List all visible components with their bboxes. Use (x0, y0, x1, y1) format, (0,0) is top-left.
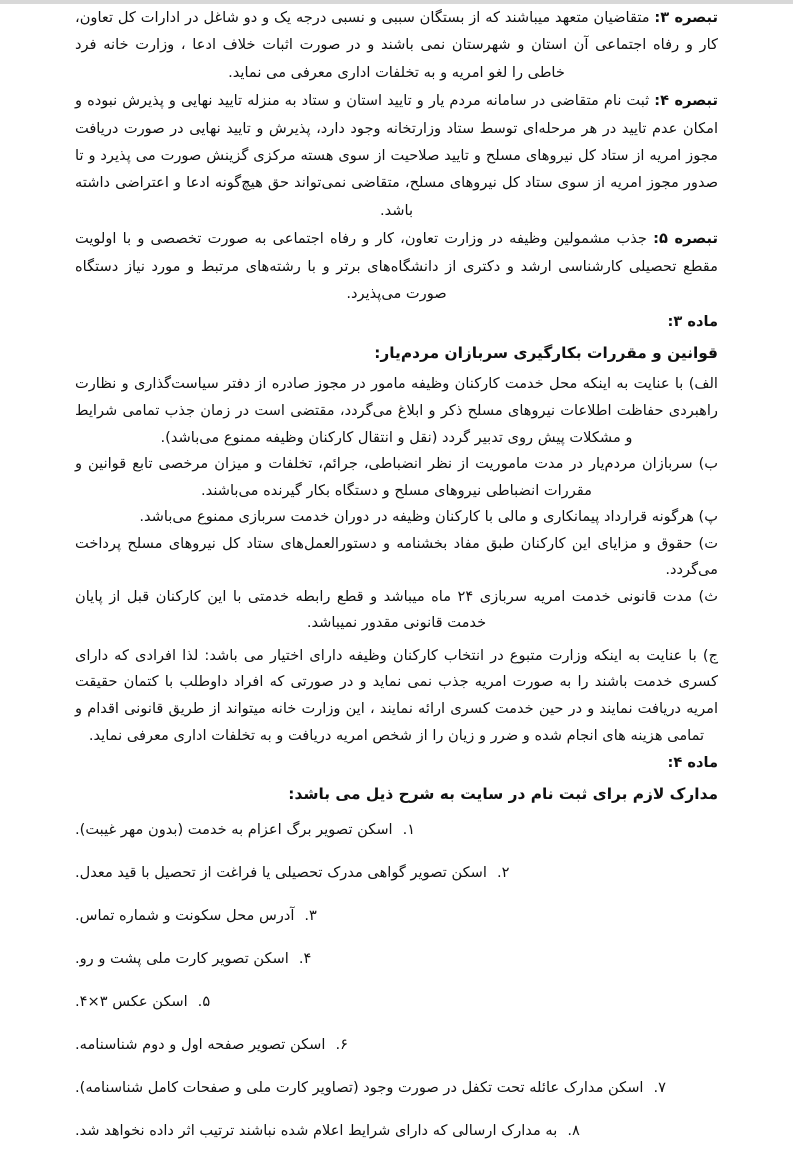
paragraph-clause-alef: الف) با عنایت به اینکه محل خدمت کارکنان وظیفه مامور در مجوز صادره از دفتر سیاست‌گذاری و نظارت راهبردی حفاظت اطلاعات نیروهای مسلح ذکر و ابلاغ می‌گردد، مقتضی است در زمان جذب تمامی شرایط و مشکلات پیش روی تدبیر گردد (نقل و انتقال کارکنان وظیفه ممنوع می‌باشد). (75, 375, 718, 446)
list-item-number: ۸. (567, 1122, 580, 1140)
paragraph-tabsare-3 (75, 4, 718, 86)
paragraph-clause-jim: ج) با عنایت به اینکه وزارت متبوع در انتخاب کارکنان وظیفه دارای اختیار می باشد: لذا افرادی که دارای کسری خدمت باشند را به صورت امریه جذب نمی نماید و در صورتی که افراد داوطلب با کتمان حقیقت امریه دریافت نمایند و در حین خدمت کسری ارائه نمایند ، این وزارت خانه میتواند از طریق قانونی اقدام و تمامی هزینه های انجام شده و ضرر و زیان را از شخص امریه دریافت و به تخلفات اداری معرفی نماید. (75, 646, 718, 744)
list-item (75, 948, 718, 970)
list-item-number: ۲. (496, 864, 510, 882)
list-item-text: اسکن تصویر گواهی مدرک تحصیلی یا فراغت از تحصیل با قید معدل. (75, 864, 487, 882)
list-item-number: ۷. (653, 1079, 666, 1097)
list-item (75, 819, 718, 841)
list-item-number: ۱. (402, 821, 416, 839)
list-item (75, 1077, 718, 1099)
list-item-text: به مدارک ارسالی که دارای شرایط اعلام شده نباشند ترتیب اثر داده نخواهد شد. (75, 1122, 558, 1140)
paragraph-tabsare-4-lead: تبصره ۴: (654, 92, 718, 110)
document-text-column (75, 4, 718, 1163)
paragraph-tabsare-3-text: متقاضیان متعهد میباشند که از بستگان سببی و نسبی درجه یک و دو شاغل در ادارات کل تعاون، کار و رفاه اجتماعی آن استان و شهرستان نمی باشند و در صورت اثبات خلاف ادعا ، وزارت خانه فرد خاطی را لغو امریه و به تخلفات اداری معرفی می نماید. (75, 9, 718, 81)
paragraph-tabsare-5-text: جذب مشمولین وظیفه در وزارت تعاون، کار و رفاه اجتماعی به صورت تخصصی و با اولویت مقطع تحصیلی کارشناسی ارشد و دکتری از دانشگاه‌های برتر و با رشته‌های مرتبط و مورد نیاز دستگاه صورت می‌پذیرد. (75, 230, 718, 303)
list-item (75, 1034, 718, 1056)
heading-madde-4-title: مدارک لازم برای ثبت نام در سایت به شرح ذیل می باشد: (288, 785, 718, 804)
paragraph-clause-pe: پ) هرگونه قرارداد پیمانکاری و مالی با کارکنان وظیفه در دوران خدمت سربازی ممنوع می‌باشد. (139, 508, 718, 526)
list-item-text: اسکن عکس ۳×۴. (75, 993, 188, 1011)
list-item-number: ۳. (304, 907, 317, 925)
paragraph-tabsare-4-text: ثبت نام متقاضی در سامانه مردم یار و تایید استان و ستاد به منزله تایید نهایی و پذیرش نبوده و امکان عدم تایید در هر مرحله‌ای توسط ستاد وزارتخانه وجود دارد، پذیرش و تایید نهایی در صورت دریافت مجوز امریه از ستاد کل نیروهای مسلح و تایید صلاحیت از سوی هسته مرکزی گزینش صورت می پذیرد و تا صدور مجوز امریه از سوی ستاد کل نیروهای مسلح، متقاضی نمی‌تواند حق هیچ‌گونه ادعا و اعتراضی داشته باشد. (75, 92, 718, 219)
list-item (75, 1120, 718, 1142)
paragraph-clause-se: ث) مدت قانونی خدمت امریه سربازی ۲۴ ماه میباشد و قطع رابطه خدمتی با این کارکنان قبل از پایان خدمت قانونی مقدور نمیباشد. (75, 587, 718, 632)
heading-madde-3-title: قوانین و مقررات بکارگیری سربازان مردم‌یار: (374, 344, 718, 363)
list-item-number: ۵. (197, 993, 211, 1011)
list-item-text: اسکن تصویر برگ اعزام به خدمت (بدون مهر غیبت). (75, 821, 393, 839)
list-item-number: ۴. (298, 950, 312, 968)
list-item-text: اسکن مدارک عائله تحت تکفل در صورت وجود (تصاویر کارت ملی و صفحات کامل شناسنامه). (75, 1079, 644, 1097)
requirements-list (75, 819, 718, 1142)
list-item-text: اسکن تصویر صفحه اول و دوم شناسنامه. (75, 1036, 326, 1054)
heading-madde-3-label: ماده ۳: (667, 313, 718, 331)
paragraph-clause-te: ت) حقوق و مزایای این کارکنان طبق مفاد بخشنامه و دستورالعمل‌های ستاد کل نیروهای مسلح پرداخت می‌گردد. (75, 534, 718, 579)
list-item (75, 991, 718, 1013)
list-item-text: آدرس محل سکونت و شماره تماس. (75, 907, 295, 925)
list-item-number: ۶. (335, 1036, 348, 1054)
paragraph-tabsare-5 (75, 225, 718, 307)
paragraph-tabsare-4 (75, 87, 718, 224)
paragraph-clause-be: ب) سربازان مردم‌یار در مدت ماموریت از نظر انضباطی، جرائم، تخلفات و میزان مرخصی تابع قوانین و مقررات انضباطی نیروهای مسلح و دستگاه بکار گیرنده می‌باشند. (75, 455, 718, 499)
paragraph-tabsare-3-lead: تبصره ۳: (654, 9, 718, 26)
paragraph-tabsare-5-lead: تبصره ۵: (653, 230, 718, 248)
heading-madde-4-label: ماده ۴: (667, 754, 718, 772)
list-item (75, 905, 718, 927)
list-item (75, 862, 718, 884)
list-item-text: اسکن تصویر کارت ملی پشت و رو. (75, 950, 289, 968)
